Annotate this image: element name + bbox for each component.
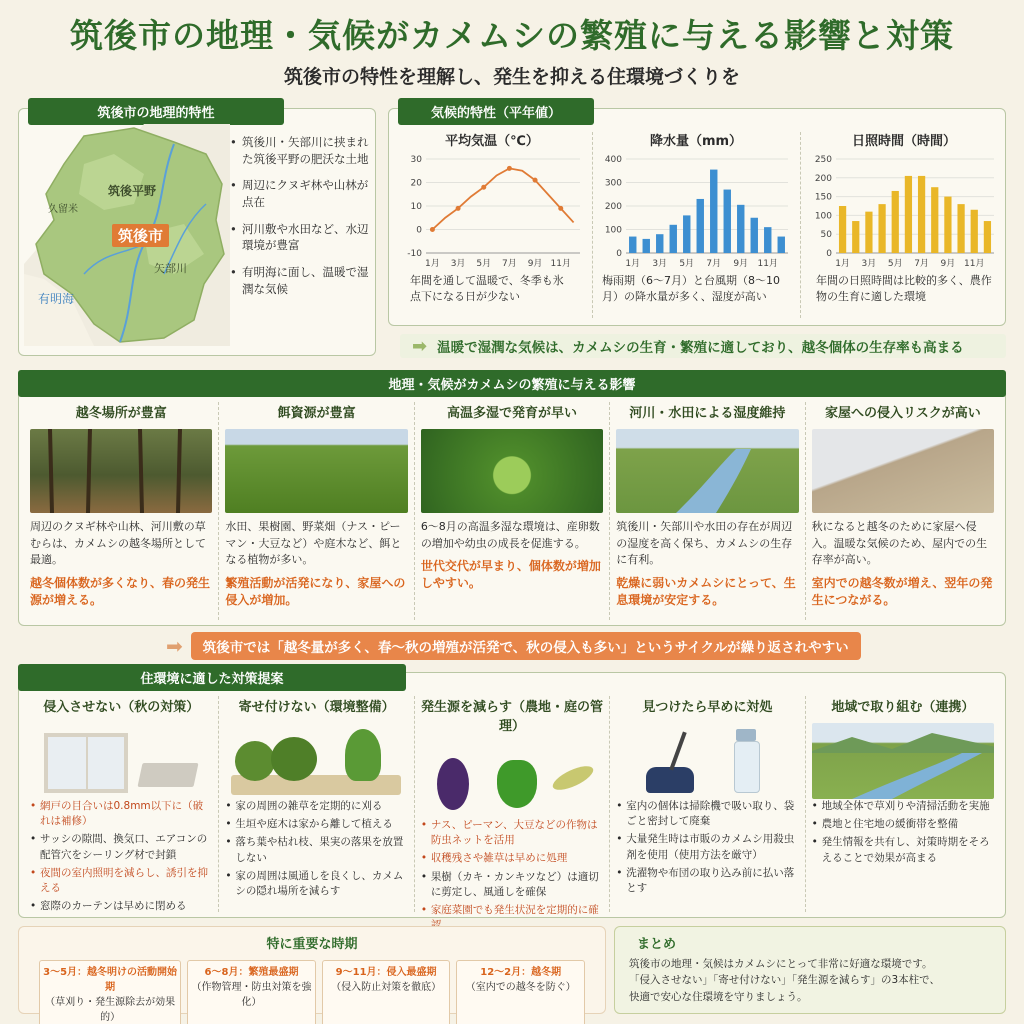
bar <box>710 170 717 253</box>
bar <box>683 215 690 253</box>
impact-heading: 高温多湿で発育が早い <box>447 406 578 421</box>
chart-title: 降水量（mm） <box>649 134 743 149</box>
period-desc: （侵入防止対策を徹底） <box>331 982 442 993</box>
measure-bullet: • 大量発生時は市販のカメムシ用殺虫剤を使用（使用方法を厳守） <box>616 832 798 862</box>
y-tick-label: 0 <box>416 225 422 236</box>
x-tick-label: 9月 <box>940 259 956 269</box>
measure-bullet: • 果樹（カキ・カンキツなど）は適切に剪定し、風通しを確保 <box>421 870 603 900</box>
bar <box>643 239 650 253</box>
y-tick-label: 0 <box>616 249 622 259</box>
climate-tab: 気候的特性（平年値） <box>398 98 594 125</box>
field-photo <box>225 429 407 513</box>
data-point <box>481 185 486 190</box>
measure-bullet: • 収穫残さや雑草は早めに処理 <box>421 851 603 866</box>
impact-item-humidity <box>610 402 804 620</box>
arrow-right-icon: ➡ <box>412 335 428 357</box>
period-time: 12〜2月：越冬期 <box>480 967 562 978</box>
geo-bullet: • 有明海に面し、温暖で湿潤な気候 <box>230 264 370 297</box>
bar <box>944 197 951 253</box>
map-label-city: 筑後市 <box>112 224 169 247</box>
page-subtitle: 筑後市の特性を理解し、発生を抑える住環境づくりを <box>283 66 740 88</box>
forest-photo <box>30 429 212 513</box>
river-photo <box>616 429 798 513</box>
measure-bullet: • ナス、ピーマン、大豆などの作物は防虫ネットを活用 <box>421 818 603 848</box>
sunshine-chart <box>806 153 1002 273</box>
bar <box>971 210 978 253</box>
cycle-banner-row <box>166 632 861 660</box>
impact-note: 世代交代が早まり、個体数が増加しやすい。 <box>420 559 601 591</box>
impact-text: 6〜8月の高温多湿な環境は、産卵数の増加や幼虫の成長を促進する。 <box>420 520 600 550</box>
measures-tab: 住環境に適した対策提案 <box>18 664 406 691</box>
x-tick-label: 9月 <box>733 259 749 269</box>
measure-item-repel <box>219 696 413 912</box>
bar <box>852 221 859 253</box>
bar <box>751 218 758 253</box>
y-tick-label: 150 <box>814 192 832 203</box>
measure-bullet: • 網戸の目合いは0.8mm以下に（破れは補修） <box>30 799 212 829</box>
chart-caption: 年間の日照時間は比較的多く、農作物の生育に適した環境 <box>816 274 992 303</box>
data-point <box>507 166 512 171</box>
temperature-chart-block <box>396 130 588 320</box>
geo-map <box>24 124 230 346</box>
impact-note: 越冬個体数が多くなり、春の発生源が増える。 <box>30 575 211 607</box>
stink-bug-photo <box>421 429 603 513</box>
x-tick-label: 7月 <box>914 259 929 269</box>
measure-item-deal <box>610 696 804 912</box>
period-time: 9〜11月：侵入最盛期 <box>335 967 437 978</box>
bar <box>697 199 704 253</box>
measure-heading: 発生源を減らす（農地・庭の管理） <box>421 700 604 734</box>
data-point <box>558 206 563 211</box>
y-tick-label: 400 <box>604 155 622 165</box>
y-tick-label: 100 <box>604 225 622 236</box>
chart-divider <box>800 132 801 318</box>
period-desc: （室内での越冬を防ぐ） <box>465 982 576 993</box>
window-illustration <box>30 723 212 799</box>
impact-text: 周辺のクヌギ林や山林、河川敷の草むらは、カメムシの越冬場所として最適。 <box>30 520 206 566</box>
summary-line: 筑後市の地理・気候はカメムシにとって非常に好適な環境です。 <box>629 958 933 970</box>
summary-line: 快適で安心な住環境を守りましょう。 <box>629 990 808 1003</box>
period-time: 3〜5月：越冬明けの活動開始期 <box>43 967 178 993</box>
measure-bullet: • 夜間の室内照明を減らし、誘引を抑える <box>30 866 212 896</box>
precipitation-chart <box>596 153 796 273</box>
measure-heading: 見つけたら早めに対処 <box>642 700 773 715</box>
chart-caption: 年間を通して温暖で、冬季も氷点下になる日が少ない <box>410 274 564 303</box>
impact-text: 筑後川・矢部川や水田の存在が周辺の湿度を高く保ち、カメムシの生存に有利。 <box>616 520 793 566</box>
y-tick-label: 10 <box>410 202 422 212</box>
x-tick-label: 11月 <box>964 259 985 269</box>
impact-heading: 餌資源が豊富 <box>277 406 356 421</box>
measure-bullet: • 室内の個体は掃除機で吸い取り、袋ごと密封して廃棄 <box>616 799 798 829</box>
x-tick-label: 7月 <box>502 259 517 269</box>
bar <box>878 204 885 253</box>
geo-bullet: • 周辺にクヌギ林や山林が点在 <box>230 177 370 210</box>
measure-bullet: • サッシの隙間、換気口、エアコンの配管穴をシーリング材で封鎖 <box>30 832 212 862</box>
measure-bullet: • 家の周囲は風通しを良くし、カメムシの隠れ場所を減らす <box>225 869 407 899</box>
x-tick-label: 3月 <box>450 259 466 269</box>
sunshine-chart-block <box>806 130 1002 320</box>
measure-heading: 侵入させない（秋の対策） <box>43 700 200 715</box>
impact-note: 乾燥に弱いカメムシにとって、生息環境が安定する。 <box>616 575 796 607</box>
data-point <box>456 206 461 211</box>
bar <box>656 234 663 253</box>
x-tick-label: 3月 <box>861 259 877 269</box>
period-desc: （草刈り・発生源除去が効果的） <box>45 997 176 1023</box>
measure-bullets <box>225 799 407 899</box>
bar <box>984 221 991 253</box>
x-tick-label: 1月 <box>835 259 850 269</box>
x-tick-label: 7月 <box>706 259 722 269</box>
bar <box>905 176 912 253</box>
series-line <box>432 168 573 229</box>
chart-caption: 梅雨期（6〜7月）と台風期（8〜10月）の降水量が多く、湿度が高い <box>602 274 780 303</box>
y-tick-label: -10 <box>407 249 422 259</box>
landscape-illustration <box>812 723 994 799</box>
measure-bullet: • 落ち葉や枯れ枝、果実の落果を放置しない <box>225 835 407 865</box>
x-tick-label: 1月 <box>425 259 440 269</box>
impact-heading: 家屋への侵入リスクが高い <box>824 406 981 421</box>
measure-bullet: • 家庭菜園でも発生状況を定期的に確 <box>421 903 603 933</box>
map-label-area2: 久留米 <box>48 204 78 215</box>
summary-line: 「侵入させない」「寄せ付けない」「発生源を減らす」の3本柱で、 <box>629 974 940 987</box>
bar <box>737 205 744 253</box>
chart-title: 日照時間（時間） <box>851 134 956 149</box>
geo-bullets <box>230 134 370 307</box>
impact-item-food <box>219 402 413 620</box>
geo-tab: 筑後市の地理的特性 <box>28 98 284 125</box>
data-point <box>533 178 538 183</box>
measure-bullet: • 地域全体で草刈りや清掃活動を実施 <box>812 799 994 814</box>
y-tick-label: 20 <box>410 178 422 189</box>
impact-text: 秋になると越冬のために家屋へ侵入。温暖な気候のため、屋内での生存率が高い。 <box>811 520 988 566</box>
bar <box>957 204 964 253</box>
bar <box>918 176 925 253</box>
summary-body <box>629 956 1005 1005</box>
measure-bullet: • 洗濯物や布団の取り込み前に払い落とす <box>616 866 798 896</box>
periods-panel <box>18 926 606 1023</box>
page-title: 筑後市の地理・気候がカメムシの繁殖に与える影響と対策 <box>70 16 954 55</box>
periods-title: 特に重要な時期 <box>266 937 358 952</box>
bar <box>892 191 899 253</box>
measure-item-community <box>806 696 1000 912</box>
measure-bullet: • 窓際のカーテンは早めに閉める <box>30 899 212 914</box>
measure-bullets <box>30 799 212 915</box>
period-item <box>456 960 585 1024</box>
vegetables-illustration <box>421 742 603 818</box>
impact-note: 繁殖活動が活発になり、家屋への侵入が増加。 <box>225 575 406 607</box>
measure-item-block <box>24 696 218 912</box>
arrow-right-icon: ➡ <box>166 634 183 658</box>
vacuum-spray-illustration <box>616 723 798 799</box>
house-eaves-photo <box>812 429 994 513</box>
y-tick-label: 0 <box>826 249 832 259</box>
garden-illustration <box>225 723 407 799</box>
data-point <box>430 227 435 232</box>
x-tick-label: 9月 <box>527 259 543 269</box>
x-tick-label: 3月 <box>652 259 668 269</box>
bar <box>724 190 731 253</box>
geo-bullet: • 筑後川・矢部川に挟まれた筑後平野の肥沃な土地 <box>230 134 370 167</box>
y-tick-label: 300 <box>604 178 622 189</box>
temperature-chart <box>396 153 588 273</box>
y-tick-label: 200 <box>604 202 622 212</box>
impact-note: 室内での越冬数が増え、翌年の発生につながる。 <box>811 575 993 607</box>
measure-bullets <box>616 799 798 896</box>
period-item <box>322 960 451 1024</box>
impact-tab: 地理・気候がカメムシの繁殖に与える影響 <box>18 370 1006 397</box>
measure-bullets <box>812 799 994 866</box>
summary-panel <box>614 926 1006 1014</box>
chart-divider <box>592 132 593 318</box>
measure-bullet: • 農地と住宅地の緩衝帯を整備 <box>812 817 994 832</box>
impact-columns <box>24 402 1000 620</box>
measure-item-reduce <box>415 696 609 917</box>
impact-item-growth <box>415 402 609 620</box>
precipitation-chart-block <box>596 130 796 320</box>
map-label-area1: 筑後平野 <box>108 184 157 198</box>
y-tick-label: 50 <box>820 230 832 241</box>
x-tick-label: 11月 <box>757 259 778 269</box>
impact-item-intrusion <box>806 402 1000 620</box>
summary-title: まとめ <box>637 937 677 952</box>
bar <box>629 237 636 253</box>
cycle-banner: 筑後市では「越冬量が多く、春〜秋の増殖が活発で、秋の侵入も多い」というサイクルが繰り返されやすい <box>191 632 861 660</box>
x-tick-label: 5月 <box>476 259 492 269</box>
climate-conclusion-text: 温暖で湿潤な気候は、カメムシの生育・繁殖に適しており、越冬個体の生存率も高まる <box>437 340 964 356</box>
impact-item-overwinter <box>24 402 218 620</box>
bar <box>764 227 771 253</box>
climate-conclusion <box>400 334 1006 358</box>
measure-heading: 寄せ付けない（環境整備） <box>238 700 395 715</box>
y-tick-label: 30 <box>410 155 422 165</box>
period-desc: （作物管理・防虫対策を強化） <box>191 982 312 1008</box>
period-time: 6〜8月：繁殖最盛期 <box>204 967 299 978</box>
measure-bullet: • 生垣や庭木は家から離して植える <box>225 817 407 832</box>
period-item <box>187 960 316 1024</box>
bar <box>839 206 846 253</box>
x-tick-label: 11月 <box>550 259 571 269</box>
measure-bullet: • 発生情報を共有し、対策時期をそろえることで効果が高まる <box>812 835 994 865</box>
measure-bullet: • 家の周囲の雑草を定期的に刈る <box>225 799 407 814</box>
x-tick-label: 5月 <box>679 259 695 269</box>
measure-bullets <box>421 818 603 934</box>
periods-row <box>19 952 605 1024</box>
vacuum-icon <box>646 767 694 793</box>
period-item <box>39 960 181 1024</box>
map-label-river: 矢部川 <box>154 262 187 275</box>
measure-columns <box>24 696 1000 917</box>
geo-bullet: • 河川敷や水田など、水辺環境が豊富 <box>230 221 370 254</box>
y-tick-label: 100 <box>814 211 832 222</box>
bar <box>670 225 677 253</box>
spray-bottle-icon <box>734 741 760 793</box>
impact-heading: 河川・水田による湿度維持 <box>629 406 786 421</box>
y-tick-label: 250 <box>814 155 832 165</box>
measure-heading: 地域で取り組む（連携） <box>831 700 975 715</box>
map-label-sea: 有明海 <box>38 292 75 306</box>
x-tick-label: 1月 <box>625 259 641 269</box>
impact-heading: 越冬場所が豊富 <box>75 406 167 421</box>
impact-text: 水田、果樹園、野菜畑（ナス・ピーマン・大豆など）や庭木など、餌となる植物が多い。 <box>225 520 402 566</box>
bar <box>931 187 938 253</box>
bar <box>865 212 872 253</box>
y-tick-label: 200 <box>814 173 832 184</box>
x-tick-label: 5月 <box>887 259 903 269</box>
chart-title: 平均気温（℃） <box>445 134 539 149</box>
bar <box>778 237 785 253</box>
